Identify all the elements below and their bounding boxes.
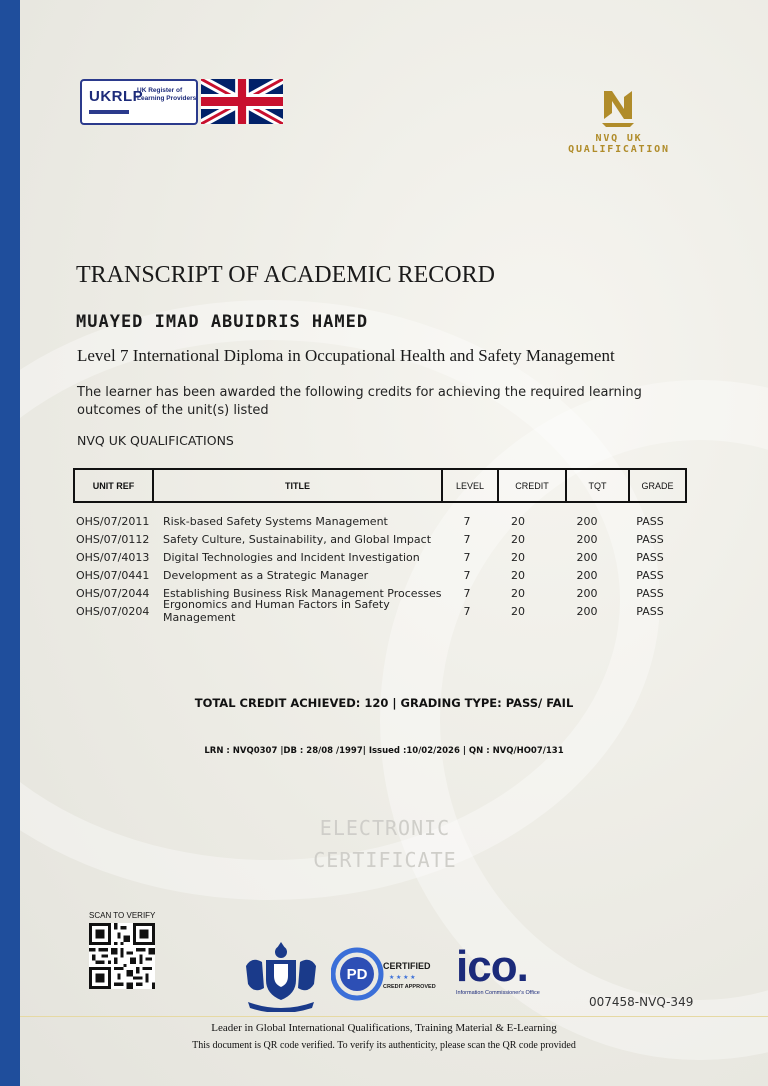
ukrlp-logo <box>80 79 198 125</box>
royal-coat-of-arms-icon <box>236 938 326 1012</box>
footer-verification-note: This document is QR code verified. To verify its authenticity, please scan the QR code provided <box>192 1040 576 1051</box>
tqt-cell: 200 <box>576 568 598 582</box>
level-cell: 7 <box>463 550 471 564</box>
column-header-level: LEVEL <box>441 470 497 501</box>
cpd-certified-badge-icon <box>331 946 437 1002</box>
qualification-title: Level 7 International Diploma in Occupational Health and Safety Management <box>77 346 615 365</box>
union-flag-icon <box>201 79 283 124</box>
scan-label: SCAN TO VERIFY <box>89 911 156 920</box>
grade-cell: PASS <box>636 514 664 528</box>
units-table-header <box>73 468 687 503</box>
table-row <box>76 512 690 530</box>
learner-name: MUAYED IMAD ABUIDRIS HAMED <box>76 312 369 332</box>
watermark-line-2: CERTIFICATE <box>313 848 457 872</box>
page-title: TRANSCRIPT OF ACADEMIC RECORD <box>76 262 495 288</box>
level-cell: 7 <box>463 532 471 546</box>
credit-cell: 20 <box>511 550 525 564</box>
credit-cell: 20 <box>511 568 525 582</box>
credit-cell: 20 <box>511 514 525 528</box>
tqt-cell: 200 <box>576 604 598 618</box>
tqt-cell: 200 <box>576 514 598 528</box>
svg-text:★ ★ ★ ★: ★ ★ ★ ★ <box>389 975 416 981</box>
table-row <box>76 530 690 548</box>
learner-reference-line: LRN : NVQ0307 |DB : 28/08 /1997| Issued :10/02/2026 | QN : NVQ/HO07/131 <box>204 746 564 756</box>
watermark-line-1: ELECTRONIC <box>319 816 451 840</box>
column-header-unit-ref: UNIT REF <box>92 480 135 491</box>
certificate-serial: 007458-NVQ-349 <box>589 995 694 1009</box>
tqt-cell: 200 <box>576 586 598 600</box>
level-cell: 7 <box>463 514 471 528</box>
credit-cell: 20 <box>511 604 525 618</box>
table-row <box>76 566 690 584</box>
unit-title-cell: Ergonomics and Human Factors in Safety Management <box>163 598 390 624</box>
unit-ref-cell: OHS/07/0441 <box>76 568 150 582</box>
unit-ref-cell: OHS/07/4013 <box>76 550 150 564</box>
grade-cell: PASS <box>636 532 664 546</box>
credit-cell: 20 <box>511 532 525 546</box>
tqt-cell: 200 <box>576 532 598 546</box>
column-header-credit: CREDIT <box>497 470 565 501</box>
ico-wordmark: ico. <box>456 942 528 991</box>
unit-title-cell: Digital Technologies and Incident Investigation <box>163 550 420 564</box>
cpd-title: CERTIFIED <box>383 961 431 971</box>
ukrlp-underline <box>89 110 129 114</box>
unit-title-cell: Establishing Business Risk Management Processes <box>163 586 442 600</box>
ico-caption: Information Commissioner's Office <box>456 990 540 996</box>
unit-ref-cell: OHS/07/0204 <box>76 604 150 618</box>
table-row <box>76 598 690 624</box>
grade-cell: PASS <box>636 568 664 582</box>
electronic-certificate-watermark <box>290 812 480 876</box>
footer-tagline: Leader in Global International Qualifications, Training Material & E-Learning <box>211 1022 557 1034</box>
column-header-title: TITLE <box>152 470 441 501</box>
unit-title-cell: Development as a Strategic Manager <box>163 568 369 582</box>
svg-text:PD: PD <box>346 966 368 983</box>
footer-divider <box>20 1016 768 1017</box>
level-cell: 7 <box>463 568 471 582</box>
total-credit: TOTAL CREDIT ACHIEVED: 120 | GRADING TYPE: PASS/ FAIL <box>194 696 574 710</box>
level-cell: 7 <box>463 586 471 600</box>
cpd-subtitle: CREDIT APPROVED <box>383 984 436 990</box>
qr-code[interactable] <box>89 923 155 989</box>
grade-cell: PASS <box>636 604 664 618</box>
unit-title-cell: Safety Culture, Sustainability, and Global Impact <box>163 532 432 546</box>
unit-ref-cell: OHS/07/2011 <box>76 514 150 528</box>
nvq-monogram-icon <box>600 89 636 127</box>
brand-name: NVQ UK QUALIFICATION <box>568 133 670 155</box>
ukrlp-abbr: UKRLP <box>89 88 144 105</box>
tqt-cell: 200 <box>576 550 598 564</box>
ukrlp-full: UK Register of Learning Providers <box>137 87 197 102</box>
level-cell: 7 <box>463 604 471 618</box>
unit-ref-cell: OHS/07/0112 <box>76 532 150 546</box>
ico-logo <box>456 942 550 1005</box>
awarding-body: NVQ UK QUALIFICATIONS <box>77 433 234 448</box>
grade-cell: PASS <box>636 586 664 600</box>
intro-text: The learner has been awarded the following credits for achieving the required learning outcomes of the unit(s) listed <box>77 385 642 418</box>
grade-cell: PASS <box>636 550 664 564</box>
left-accent-bar <box>0 0 20 1086</box>
table-row <box>76 548 690 566</box>
column-header-grade: GRADE <box>628 470 685 501</box>
units-table-body <box>76 512 690 624</box>
credit-cell: 20 <box>511 586 525 600</box>
unit-ref-cell: OHS/07/2044 <box>76 586 150 600</box>
unit-title-cell: Risk-based Safety Systems Management <box>163 514 388 528</box>
column-header-tqt: TQT <box>565 470 628 501</box>
